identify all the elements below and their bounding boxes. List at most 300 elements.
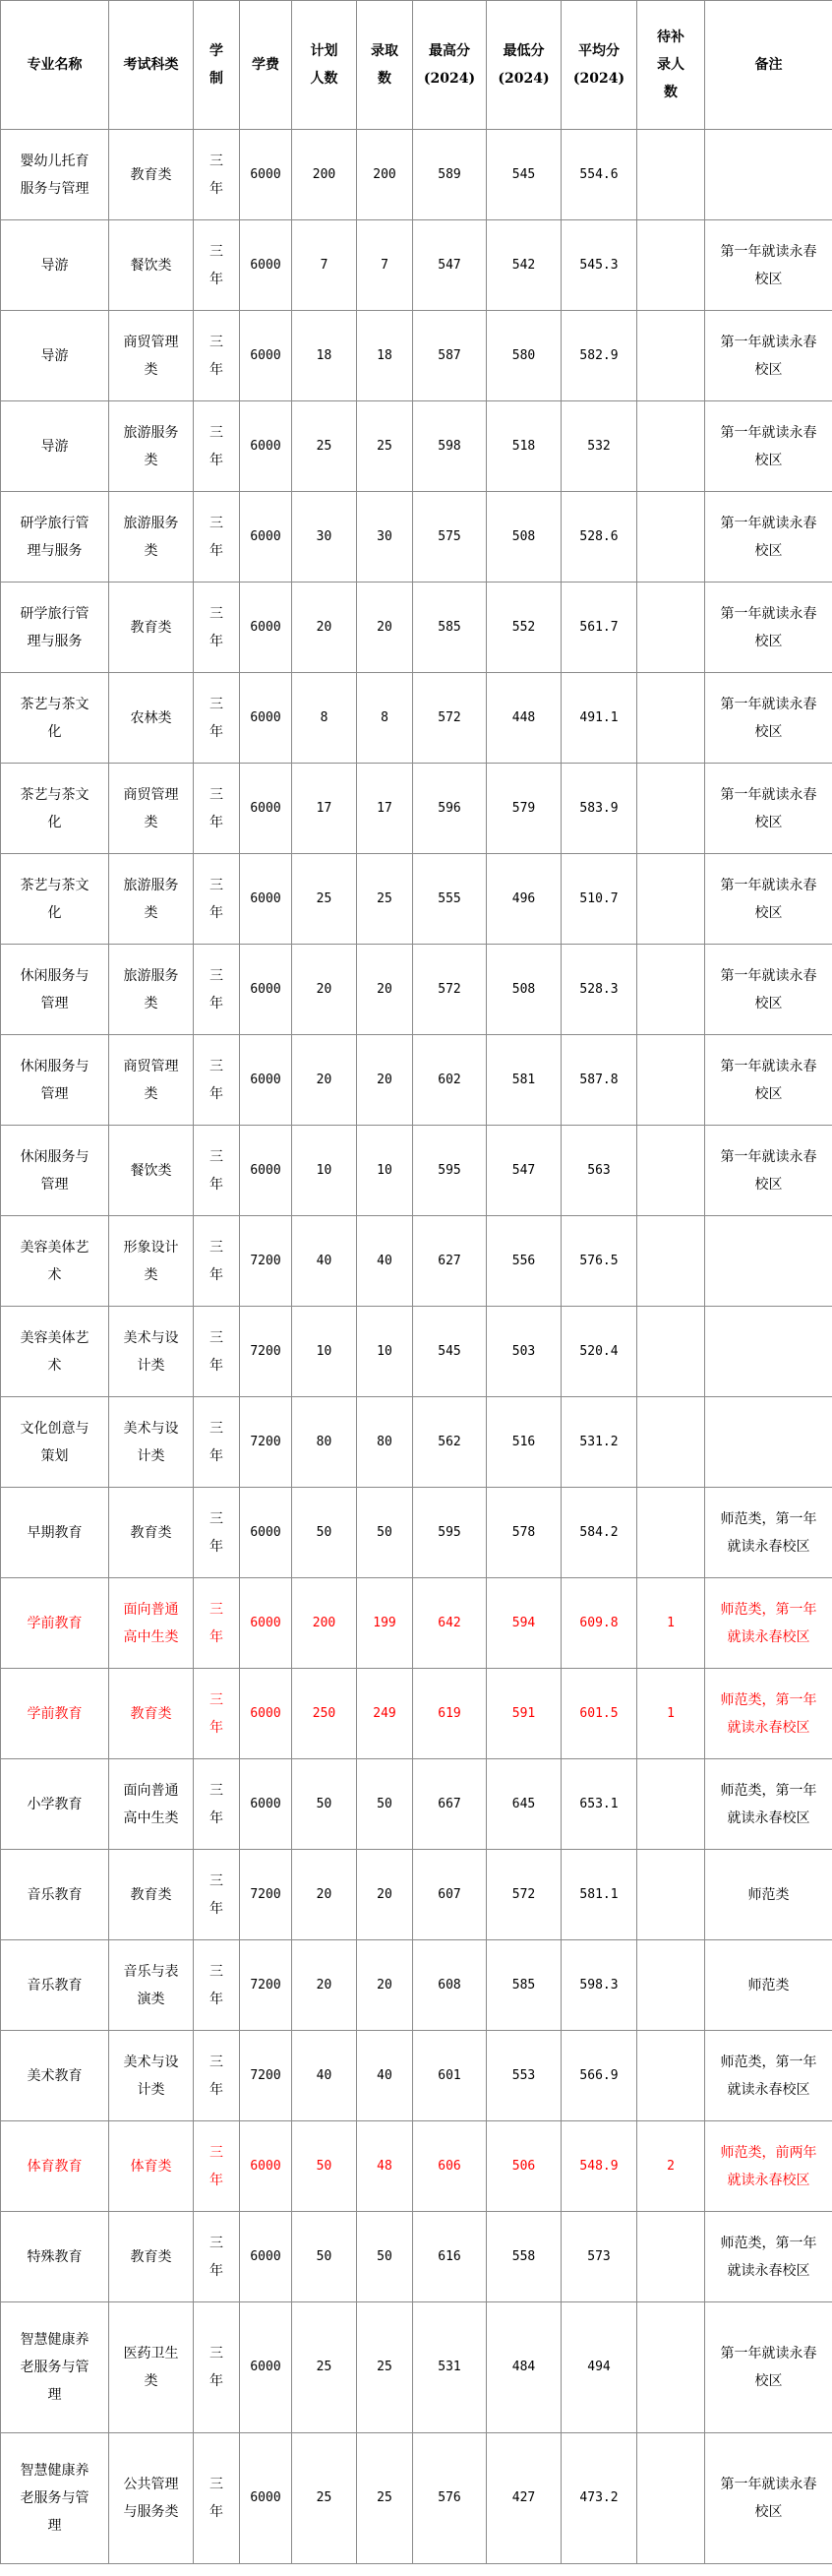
cell-remarks: 第一年就读永春校区 <box>705 1035 832 1126</box>
cell-min-score: 508 <box>487 492 562 583</box>
cell-major-name: 导游 <box>1 220 109 311</box>
cell-min-score: 552 <box>487 583 562 673</box>
cell-exam-category: 商贸管理类 <box>109 1035 194 1126</box>
cell-major-name: 研学旅行管理与服务 <box>1 492 109 583</box>
cell-exam-category: 教育类 <box>109 583 194 673</box>
table-row <box>1 2302 832 2433</box>
cell-pending-count <box>637 220 705 311</box>
cell-major-name: 休闲服务与管理 <box>1 945 109 1035</box>
cell-admitted-count: 40 <box>357 2031 413 2121</box>
cell-exam-category: 旅游服务类 <box>109 401 194 492</box>
cell-admitted-count: 20 <box>357 1940 413 2031</box>
table-row <box>1 583 832 673</box>
cell-major-name: 茶艺与茶文化 <box>1 854 109 945</box>
header-label-line: 平均分 <box>578 43 620 59</box>
cell-duration: 三年 <box>194 1759 240 1850</box>
cell-max-score: 545 <box>413 1307 487 1397</box>
cell-tuition: 7200 <box>240 1850 292 1940</box>
cell-avg-score: 609.8 <box>562 1578 637 1669</box>
cell-min-score: 508 <box>487 945 562 1035</box>
cell-major-name: 智慧健康养老服务与管理 <box>1 2433 109 2564</box>
header-planned-count <box>292 1 357 130</box>
cell-remarks: 师范类，第一年就读永春校区 <box>705 2031 832 2121</box>
cell-max-score: 555 <box>413 854 487 945</box>
cell-pending-count <box>637 2031 705 2121</box>
cell-remarks: 师范类，第一年就读永春校区 <box>705 1578 832 1669</box>
cell-admitted-count: 249 <box>357 1669 413 1759</box>
cell-admitted-count: 10 <box>357 1126 413 1216</box>
header-label-line: 人数 <box>310 71 338 87</box>
table-row <box>1 1940 832 2031</box>
cell-max-score: 642 <box>413 1578 487 1669</box>
cell-avg-score: 601.5 <box>562 1669 637 1759</box>
cell-pending-count <box>637 1397 705 1488</box>
cell-duration: 三年 <box>194 2433 240 2564</box>
cell-tuition: 7200 <box>240 1397 292 1488</box>
cell-planned-count: 40 <box>292 2031 357 2121</box>
cell-remarks: 第一年就读永春校区 <box>705 583 832 673</box>
cell-min-score: 572 <box>487 1850 562 1940</box>
header-label-line: 考试科类 <box>123 57 179 73</box>
cell-admitted-count: 30 <box>357 492 413 583</box>
cell-major-name: 音乐教育 <box>1 1850 109 1940</box>
cell-min-score: 545 <box>487 130 562 220</box>
cell-exam-category: 餐饮类 <box>109 1126 194 1216</box>
cell-planned-count: 50 <box>292 1488 357 1578</box>
cell-max-score: 602 <box>413 1035 487 1126</box>
table-row <box>1 854 832 945</box>
cell-planned-count: 200 <box>292 1578 357 1669</box>
table-row <box>1 945 832 1035</box>
cell-exam-category: 教育类 <box>109 130 194 220</box>
cell-duration: 三年 <box>194 311 240 401</box>
cell-exam-category: 教育类 <box>109 1669 194 1759</box>
cell-exam-category: 商贸管理类 <box>109 764 194 854</box>
cell-planned-count: 50 <box>292 2121 357 2212</box>
cell-planned-count: 80 <box>292 1397 357 1488</box>
header-label-line: (2024) <box>498 71 550 87</box>
cell-remarks: 师范类 <box>705 1850 832 1940</box>
cell-remarks: 第一年就读永春校区 <box>705 2302 832 2433</box>
header-label-line: (2024) <box>572 71 625 87</box>
cell-tuition: 6000 <box>240 945 292 1035</box>
cell-tuition: 6000 <box>240 1578 292 1669</box>
cell-tuition: 6000 <box>240 220 292 311</box>
cell-max-score: 585 <box>413 583 487 673</box>
cell-avg-score: 532 <box>562 401 637 492</box>
cell-pending-count <box>637 1488 705 1578</box>
cell-max-score: 667 <box>413 1759 487 1850</box>
cell-avg-score: 545.3 <box>562 220 637 311</box>
cell-remarks: 第一年就读永春校区 <box>705 1126 832 1216</box>
cell-remarks: 师范类，第一年就读永春校区 <box>705 1669 832 1759</box>
cell-max-score: 562 <box>413 1397 487 1488</box>
cell-remarks: 师范类，第一年就读永春校区 <box>705 1488 832 1578</box>
cell-duration: 三年 <box>194 1126 240 1216</box>
cell-admitted-count: 17 <box>357 764 413 854</box>
cell-planned-count: 7 <box>292 220 357 311</box>
cell-remarks: 师范类 <box>705 1940 832 2031</box>
table-row <box>1 764 832 854</box>
cell-max-score: 596 <box>413 764 487 854</box>
cell-exam-category: 医药卫生类 <box>109 2302 194 2433</box>
cell-major-name: 特殊教育 <box>1 2212 109 2302</box>
table-row <box>1 1035 832 1126</box>
cell-min-score: 581 <box>487 1035 562 1126</box>
cell-planned-count: 250 <box>292 1669 357 1759</box>
cell-max-score: 616 <box>413 2212 487 2302</box>
cell-tuition: 6000 <box>240 311 292 401</box>
cell-planned-count: 25 <box>292 401 357 492</box>
cell-duration: 三年 <box>194 1488 240 1578</box>
cell-exam-category: 音乐与表演类 <box>109 1940 194 2031</box>
cell-avg-score: 494 <box>562 2302 637 2433</box>
cell-duration: 三年 <box>194 854 240 945</box>
cell-major-name: 导游 <box>1 401 109 492</box>
cell-tuition: 6000 <box>240 130 292 220</box>
cell-major-name: 美术教育 <box>1 2031 109 2121</box>
cell-max-score: 627 <box>413 1216 487 1307</box>
cell-remarks <box>705 1307 832 1397</box>
cell-tuition: 7200 <box>240 1940 292 2031</box>
cell-tuition: 6000 <box>240 1759 292 1850</box>
cell-remarks: 第一年就读永春校区 <box>705 854 832 945</box>
table-row <box>1 1307 832 1397</box>
cell-major-name: 学前教育 <box>1 1578 109 1669</box>
cell-remarks: 第一年就读永春校区 <box>705 2433 832 2564</box>
cell-admitted-count: 48 <box>357 2121 413 2212</box>
cell-avg-score: 563 <box>562 1126 637 1216</box>
cell-exam-category: 美术与设计类 <box>109 1307 194 1397</box>
cell-min-score: 645 <box>487 1759 562 1850</box>
cell-max-score: 589 <box>413 130 487 220</box>
cell-exam-category: 体育类 <box>109 2121 194 2212</box>
cell-admitted-count: 18 <box>357 311 413 401</box>
cell-tuition: 6000 <box>240 2121 292 2212</box>
cell-remarks <box>705 130 832 220</box>
cell-pending-count <box>637 583 705 673</box>
cell-duration: 三年 <box>194 1940 240 2031</box>
cell-pending-count <box>637 764 705 854</box>
cell-max-score: 575 <box>413 492 487 583</box>
cell-major-name: 美容美体艺术 <box>1 1307 109 1397</box>
cell-avg-score: 581.1 <box>562 1850 637 1940</box>
cell-pending-count: 1 <box>637 1669 705 1759</box>
cell-exam-category: 美术与设计类 <box>109 2031 194 2121</box>
cell-duration: 三年 <box>194 1307 240 1397</box>
cell-pending-count: 2 <box>637 2121 705 2212</box>
cell-tuition: 7200 <box>240 1307 292 1397</box>
cell-remarks: 第一年就读永春校区 <box>705 673 832 764</box>
cell-min-score: 579 <box>487 764 562 854</box>
cell-duration: 三年 <box>194 492 240 583</box>
cell-tuition: 6000 <box>240 401 292 492</box>
cell-exam-category: 形象设计类 <box>109 1216 194 1307</box>
cell-pending-count <box>637 130 705 220</box>
cell-remarks: 师范类，前两年就读永春校区 <box>705 2121 832 2212</box>
cell-pending-count <box>637 673 705 764</box>
cell-major-name: 小学教育 <box>1 1759 109 1850</box>
cell-avg-score: 473.2 <box>562 2433 637 2564</box>
cell-planned-count: 40 <box>292 1216 357 1307</box>
cell-avg-score: 566.9 <box>562 2031 637 2121</box>
cell-avg-score: 561.7 <box>562 583 637 673</box>
cell-exam-category: 农林类 <box>109 673 194 764</box>
cell-tuition: 6000 <box>240 1035 292 1126</box>
cell-avg-score: 548.9 <box>562 2121 637 2212</box>
header-label-line: 最高分 <box>429 43 470 59</box>
cell-duration: 三年 <box>194 2212 240 2302</box>
cell-pending-count: 1 <box>637 1578 705 1669</box>
cell-remarks: 第一年就读永春校区 <box>705 220 832 311</box>
cell-major-name: 学前教育 <box>1 1669 109 1759</box>
cell-exam-category: 面向普通高中生类 <box>109 1578 194 1669</box>
cell-duration: 三年 <box>194 1035 240 1126</box>
cell-avg-score: 528.6 <box>562 492 637 583</box>
table-row <box>1 1126 832 1216</box>
cell-remarks: 师范类，第一年就读永春校区 <box>705 2212 832 2302</box>
cell-avg-score: 653.1 <box>562 1759 637 1850</box>
cell-min-score: 547 <box>487 1126 562 1216</box>
cell-major-name: 体育教育 <box>1 2121 109 2212</box>
cell-remarks: 第一年就读永春校区 <box>705 764 832 854</box>
cell-min-score: 578 <box>487 1488 562 1578</box>
cell-avg-score: 510.7 <box>562 854 637 945</box>
cell-planned-count: 25 <box>292 2433 357 2564</box>
cell-admitted-count: 25 <box>357 2433 413 2564</box>
cell-exam-category: 旅游服务类 <box>109 945 194 1035</box>
cell-major-name: 茶艺与茶文化 <box>1 673 109 764</box>
cell-admitted-count: 25 <box>357 401 413 492</box>
cell-pending-count <box>637 2302 705 2433</box>
cell-planned-count: 20 <box>292 583 357 673</box>
cell-admitted-count: 50 <box>357 2212 413 2302</box>
cell-min-score: 580 <box>487 311 562 401</box>
cell-major-name: 导游 <box>1 311 109 401</box>
table-row <box>1 2031 832 2121</box>
cell-pending-count <box>637 2433 705 2564</box>
cell-planned-count: 30 <box>292 492 357 583</box>
cell-admitted-count: 200 <box>357 130 413 220</box>
cell-tuition: 6000 <box>240 1669 292 1759</box>
cell-min-score: 553 <box>487 2031 562 2121</box>
cell-max-score: 607 <box>413 1850 487 1940</box>
cell-exam-category: 旅游服务类 <box>109 492 194 583</box>
cell-major-name: 休闲服务与管理 <box>1 1126 109 1216</box>
cell-max-score: 547 <box>413 220 487 311</box>
table-row <box>1 2433 832 2564</box>
table-row <box>1 1488 832 1578</box>
cell-duration: 三年 <box>194 1850 240 1940</box>
cell-planned-count: 50 <box>292 1759 357 1850</box>
cell-tuition: 6000 <box>240 492 292 583</box>
cell-max-score: 598 <box>413 401 487 492</box>
cell-admitted-count: 80 <box>357 1397 413 1488</box>
cell-tuition: 6000 <box>240 2212 292 2302</box>
cell-max-score: 608 <box>413 1940 487 2031</box>
cell-min-score: 585 <box>487 1940 562 2031</box>
header-remarks <box>705 1 832 130</box>
cell-pending-count <box>637 1126 705 1216</box>
cell-tuition: 6000 <box>240 583 292 673</box>
table-row <box>1 130 832 220</box>
cell-admitted-count: 50 <box>357 1759 413 1850</box>
cell-max-score: 587 <box>413 311 487 401</box>
cell-max-score: 572 <box>413 673 487 764</box>
cell-duration: 三年 <box>194 1397 240 1488</box>
cell-tuition: 6000 <box>240 2433 292 2564</box>
table-row <box>1 1759 832 1850</box>
cell-admitted-count: 50 <box>357 1488 413 1578</box>
cell-planned-count: 8 <box>292 673 357 764</box>
cell-major-name: 研学旅行管理与服务 <box>1 583 109 673</box>
cell-pending-count <box>637 401 705 492</box>
cell-max-score: 576 <box>413 2433 487 2564</box>
cell-exam-category: 教育类 <box>109 2212 194 2302</box>
cell-duration: 三年 <box>194 673 240 764</box>
cell-duration: 三年 <box>194 1216 240 1307</box>
cell-remarks: 第一年就读永春校区 <box>705 401 832 492</box>
cell-admitted-count: 199 <box>357 1578 413 1669</box>
cell-admitted-count: 40 <box>357 1216 413 1307</box>
cell-exam-category: 公共管理与服务类 <box>109 2433 194 2564</box>
cell-duration: 三年 <box>194 220 240 311</box>
table-row <box>1 2212 832 2302</box>
cell-tuition: 6000 <box>240 1488 292 1578</box>
table-row <box>1 1850 832 1940</box>
header-label-line: 制 <box>209 71 223 87</box>
cell-major-name: 休闲服务与管理 <box>1 1035 109 1126</box>
cell-tuition: 7200 <box>240 1216 292 1307</box>
cell-tuition: 6000 <box>240 854 292 945</box>
cell-avg-score: 576.5 <box>562 1216 637 1307</box>
header-major-name <box>1 1 109 130</box>
cell-duration: 三年 <box>194 1669 240 1759</box>
header-max-score <box>413 1 487 130</box>
cell-major-name: 音乐教育 <box>1 1940 109 2031</box>
header-label-line: (2024) <box>423 71 476 87</box>
cell-tuition: 7200 <box>240 2031 292 2121</box>
cell-remarks: 第一年就读永春校区 <box>705 311 832 401</box>
cell-pending-count <box>637 1850 705 1940</box>
cell-pending-count <box>637 311 705 401</box>
cell-duration: 三年 <box>194 2031 240 2121</box>
cell-planned-count: 20 <box>292 945 357 1035</box>
table-row <box>1 492 832 583</box>
table-row <box>1 1669 832 1759</box>
header-avg-score <box>562 1 637 130</box>
cell-duration: 三年 <box>194 130 240 220</box>
header-duration <box>194 1 240 130</box>
header-label-line: 专业名称 <box>27 57 83 73</box>
cell-avg-score: 584.2 <box>562 1488 637 1578</box>
table-row <box>1 311 832 401</box>
table-body <box>1 130 832 2564</box>
cell-admitted-count: 10 <box>357 1307 413 1397</box>
table-row <box>1 1578 832 1669</box>
cell-tuition: 6000 <box>240 2302 292 2433</box>
cell-avg-score: 491.1 <box>562 673 637 764</box>
cell-major-name: 智慧健康养老服务与管理 <box>1 2302 109 2433</box>
cell-pending-count <box>637 2212 705 2302</box>
cell-admitted-count: 20 <box>357 945 413 1035</box>
cell-avg-score: 520.4 <box>562 1307 637 1397</box>
cell-exam-category: 餐饮类 <box>109 220 194 311</box>
cell-planned-count: 50 <box>292 2212 357 2302</box>
cell-duration: 三年 <box>194 2302 240 2433</box>
cell-min-score: 448 <box>487 673 562 764</box>
cell-pending-count <box>637 492 705 583</box>
header-exam-category <box>109 1 194 130</box>
cell-remarks <box>705 1216 832 1307</box>
cell-exam-category: 旅游服务类 <box>109 854 194 945</box>
cell-tuition: 6000 <box>240 764 292 854</box>
cell-major-name: 婴幼儿托育服务与管理 <box>1 130 109 220</box>
cell-avg-score: 598.3 <box>562 1940 637 2031</box>
table-row <box>1 2121 832 2212</box>
cell-min-score: 503 <box>487 1307 562 1397</box>
cell-pending-count <box>637 854 705 945</box>
cell-pending-count <box>637 1307 705 1397</box>
cell-major-name: 早期教育 <box>1 1488 109 1578</box>
cell-planned-count: 20 <box>292 1035 357 1126</box>
cell-pending-count <box>637 1216 705 1307</box>
cell-min-score: 591 <box>487 1669 562 1759</box>
header-min-score <box>487 1 562 130</box>
cell-planned-count: 25 <box>292 2302 357 2433</box>
cell-pending-count <box>637 1035 705 1126</box>
cell-major-name: 茶艺与茶文化 <box>1 764 109 854</box>
cell-max-score: 572 <box>413 945 487 1035</box>
header-label-line: 录取 <box>371 43 398 59</box>
header-pending-count <box>637 1 705 130</box>
table-row <box>1 401 832 492</box>
header-row <box>1 1 832 130</box>
cell-planned-count: 200 <box>292 130 357 220</box>
cell-admitted-count: 20 <box>357 1850 413 1940</box>
cell-max-score: 595 <box>413 1126 487 1216</box>
header-label-line: 待补 <box>657 30 684 45</box>
cell-duration: 三年 <box>194 1578 240 1669</box>
cell-tuition: 6000 <box>240 673 292 764</box>
cell-major-name: 美容美体艺术 <box>1 1216 109 1307</box>
cell-duration: 三年 <box>194 2121 240 2212</box>
cell-avg-score: 573 <box>562 2212 637 2302</box>
header-admitted-count <box>357 1 413 130</box>
cell-exam-category: 教育类 <box>109 1850 194 1940</box>
cell-remarks: 第一年就读永春校区 <box>705 492 832 583</box>
cell-tuition: 6000 <box>240 1126 292 1216</box>
cell-avg-score: 583.9 <box>562 764 637 854</box>
header-label-line: 计划 <box>310 43 338 59</box>
cell-avg-score: 582.9 <box>562 311 637 401</box>
header-label-line: 最低分 <box>503 43 545 59</box>
cell-min-score: 594 <box>487 1578 562 1669</box>
header-label-line: 备注 <box>754 57 783 73</box>
cell-admitted-count: 20 <box>357 1035 413 1126</box>
header-label-line: 数 <box>664 85 678 100</box>
cell-admitted-count: 8 <box>357 673 413 764</box>
cell-pending-count <box>637 1940 705 2031</box>
cell-min-score: 516 <box>487 1397 562 1488</box>
cell-planned-count: 20 <box>292 1940 357 2031</box>
cell-major-name: 文化创意与策划 <box>1 1397 109 1488</box>
cell-max-score: 606 <box>413 2121 487 2212</box>
cell-pending-count <box>637 945 705 1035</box>
cell-avg-score: 587.8 <box>562 1035 637 1126</box>
cell-admitted-count: 20 <box>357 583 413 673</box>
cell-duration: 三年 <box>194 401 240 492</box>
